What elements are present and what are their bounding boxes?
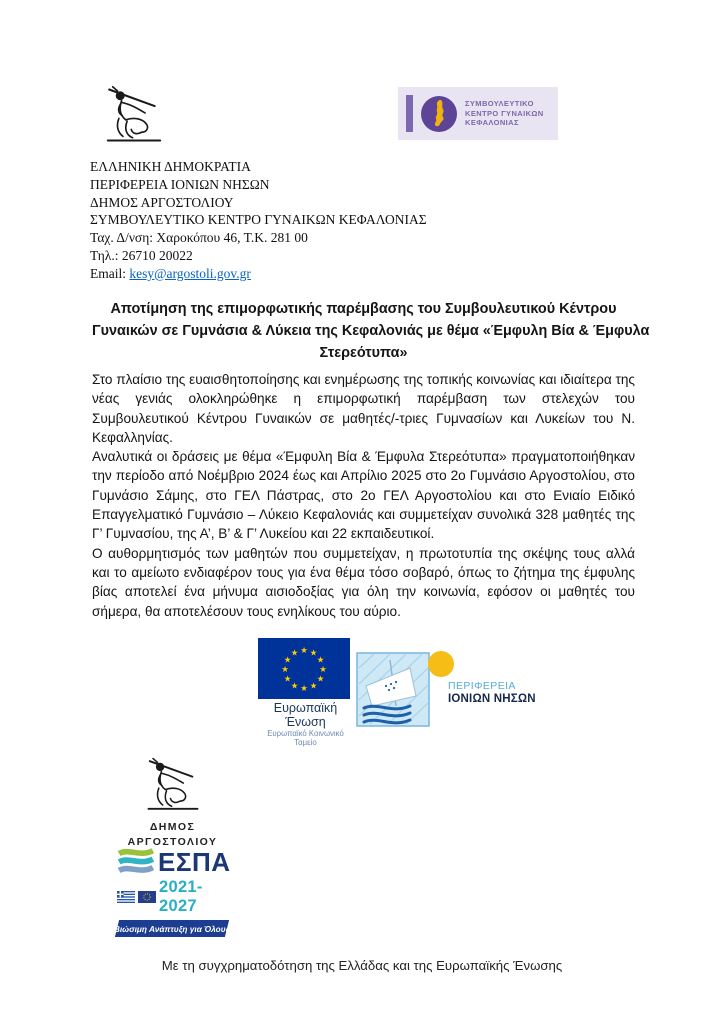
svg-text:★: ★: [290, 648, 299, 659]
org-line-municipality: ΔΗΜΟΣ ΑΡΓΟΣΤΟΛΙΟΥ: [90, 194, 234, 210]
kentro-logo-bar: [406, 95, 413, 132]
org-line-region: ΠΕΡΙΦΕΡΕΙΑ ΙΟΝΙΩΝ ΝΗΣΩΝ: [90, 176, 270, 192]
argostoli-classical-figure-large-icon: [136, 756, 210, 814]
svg-text:★: ★: [309, 681, 318, 692]
espa-waves-icon: [117, 847, 155, 877]
eu-flag-mini-icon: [138, 891, 156, 903]
email-line: [90, 265, 427, 283]
title-line-3: Στερεότυπα»: [319, 345, 408, 361]
svg-text:★: ★: [309, 648, 318, 659]
ionian-logo-text: [448, 680, 536, 706]
kentro-line-3: ΚΕΦΑΛΟΝΙΑΣ: [465, 118, 519, 128]
eu-funding-logo: [258, 638, 353, 747]
argostoli-classical-figure-icon: [93, 84, 175, 146]
paragraph-conclusion: Ο αυθορμητισμός των μαθητών που συμμετείχαν, η πρωτοτυπία της σκέψης τους αλλά και το αμείωτο ενδιαφέρον τους για ένα θέμα τόσο σοβαρό, όπως το ζήτημα της έμφυλης βίας αποτελεί ένα μήνυμα αισιοδοξίας για όλη την κοινωνία, εφόσον οι μαθητές του σήμερα, θα αποτελέσουν τους ενηλίκους του αύριο.: [92, 545, 635, 619]
espa-banner: [115, 920, 229, 937]
counseling-center-logo: [398, 87, 558, 140]
espa-years-row: [117, 878, 235, 916]
svg-text:★: ★: [283, 655, 292, 666]
org-line-center: ΣΥΜΒΟΥΛΕΥΤΙΚΟ ΚΕΝΤΡΟ ΓΥΝΑΙΚΩΝ ΚΕΦΑΛΟΝΙΑΣ: [90, 212, 427, 228]
municipality-name-line-1: ΔΗΜΟΣ: [149, 821, 196, 833]
svg-text:★: ★: [316, 655, 325, 666]
title-line-2: Γυναικών σε Γυμνάσια & Λύκεια της Κεφαλονιάς με θέμα «Έμφυλη Βία & Έμφυλα: [92, 323, 650, 339]
paragraph-intro: Στο πλαίσιο της ευαισθητοποίησης και ενημέρωσης της τοπικής κοινωνίας και ιδιαίτερα της νέας γενιάς ολοκληρώθηκε η επιμορφωτική παρέμβαση των στελεχών του Συμβουλευτικού Κέντρου Γυναικών σε μαθητές/-τριες Γυμνασίων και Λυκείων του Ν. Κεφαλληνίας.: [92, 372, 635, 445]
ionian-sail-icon: [356, 648, 458, 732]
ionian-region-logo: [356, 648, 566, 732]
ionian-line-2: ΙΟΝΙΩΝ ΝΗΣΩΝ: [448, 693, 536, 705]
greek-flag-icon: [117, 891, 135, 903]
municipality-name-line-2: ΑΡΓΟΣΤΟΛΙΟΥ: [127, 836, 218, 848]
phone-line: Τηλ.: 26710 20022: [90, 247, 193, 263]
svg-text:★: ★: [300, 684, 308, 694]
letterhead: [90, 158, 427, 283]
espa-logo: [113, 847, 235, 937]
paragraph-actions: Αναλυτικά οι δράσεις με θέμα «Έμφυλη Βία & Έμφυλα Στερεότυπα» πραγματοποιήθηκαν την περίοδο από Νοέμβριο 2024 έως και Απρίλιο 2025 στο 2ο Γυμνάσιο Αργοστολίου, στο Γυμνάσιο Σάμης, στο ΓΕΛ Πάστρας, στο 2ο ΓΕΛ Αργοστολίου και στο Ενιαίο Ειδικό Επαγγελματικό Γυμνάσιο – Λύκειο Κεφαλονιάς και συμμετείχαν συνολικά 328 μαθητές της Γ’ Γυμνασίου, της Α’, Β’ & Γ’ Λυκείου και 22 εκπαιδευτικοί.: [92, 449, 635, 542]
document-body: [92, 370, 635, 621]
eu-caption: Ευρωπαϊκή Ένωση: [273, 701, 338, 729]
svg-text:★: ★: [300, 646, 308, 656]
cofinancing-footer: Με τη συγχρηματοδότηση της Ελλάδας και της Ευρωπαϊκής Ένωσης: [161, 958, 563, 973]
svg-text:★: ★: [290, 681, 299, 692]
espa-years: 2021-2027: [159, 878, 203, 915]
svg-text:★: ★: [319, 665, 327, 675]
espa-title-row: [117, 847, 235, 877]
email-link[interactable]: kesy@argostoli.gov.gr: [129, 265, 251, 281]
espa-title: ΕΣΠΑ: [158, 847, 231, 877]
municipality-emblem: [120, 756, 225, 849]
address-line: Ταχ. Δ/νση: Χαροκόπου 46, Τ.Κ. 281 00: [90, 230, 308, 246]
ionian-line-1: ΠΕΡΙΦΕΡΕΙΑ: [448, 680, 516, 692]
org-line-republic: ΕΛΛΗΝΙΚΗ ΔΗΜΟΚΡΑΤΙΑ: [90, 159, 251, 174]
kentro-line-1: ΣΥΜΒΟΥΛΕΥΤΙΚΟ: [465, 99, 534, 109]
title-line-1: Αποτίμηση της επιμορφωτικής παρέμβασης του Συμβουλευτικού Κέντρου: [110, 301, 617, 317]
svg-text:★: ★: [281, 665, 289, 675]
page-title: [92, 298, 650, 364]
svg-text:★: ★: [316, 674, 325, 685]
kentro-logo-text: [465, 99, 544, 128]
kefalonia-island-icon: [420, 95, 458, 133]
eu-flag-icon: [258, 638, 350, 699]
svg-text:★: ★: [283, 674, 292, 685]
kentro-line-2: ΚΕΝΤΡΟ ΓΥΝΑΙΚΩΝ: [465, 108, 544, 118]
eu-subcaption: Ευρωπαϊκό Κοινωνικό Ταμείο: [267, 729, 344, 747]
email-label: Email:: [90, 265, 126, 281]
espa-banner-text: Βιώσιμη Ανάπτυξη για Όλους: [113, 923, 231, 934]
